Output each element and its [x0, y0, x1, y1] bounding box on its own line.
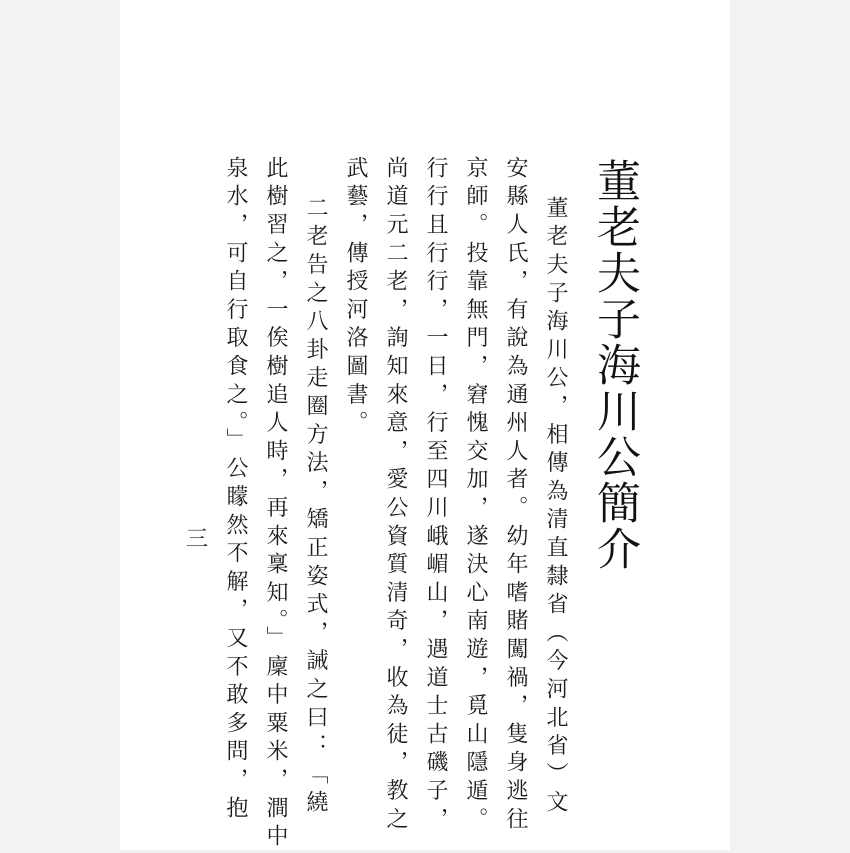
text-column-7: 二老告之八卦走圈方法，矯正姿式，誡之曰：「繞	[303, 196, 328, 819]
page-number: 三	[186, 527, 209, 552]
text-column-3: 京師。投靠無門，窘愧交加，遂決心南遊，覓山隱遁。	[463, 156, 488, 836]
text-column-1: 董老夫子海川公，相傳為清直隸省（今河北省）文	[543, 196, 568, 819]
book-page	[120, 0, 730, 853]
text-column-6: 武藝，傳授河洛圖書。	[343, 156, 368, 439]
text-column-5: 尚道元二老，詢知來意，愛公資質清奇，收為徒，教之	[383, 156, 408, 836]
page-title: 董老夫子海川公簡介	[589, 158, 640, 572]
text-column-8: 此樹習之，一俟樹追人時，再來稟知。」廩中粟米，澗中	[263, 156, 288, 853]
text-column-9: 泉水，可自行取食之。」公矇然不解，又不敢多問，抱	[223, 156, 248, 825]
text-column-2: 安縣人氏，有說為通州人者。幼年嗜賭闖禍，隻身逃往	[503, 156, 528, 836]
text-column-4: 行行且行行，一日，行至四川峨嵋山，遇道士古磯子，	[423, 156, 448, 836]
